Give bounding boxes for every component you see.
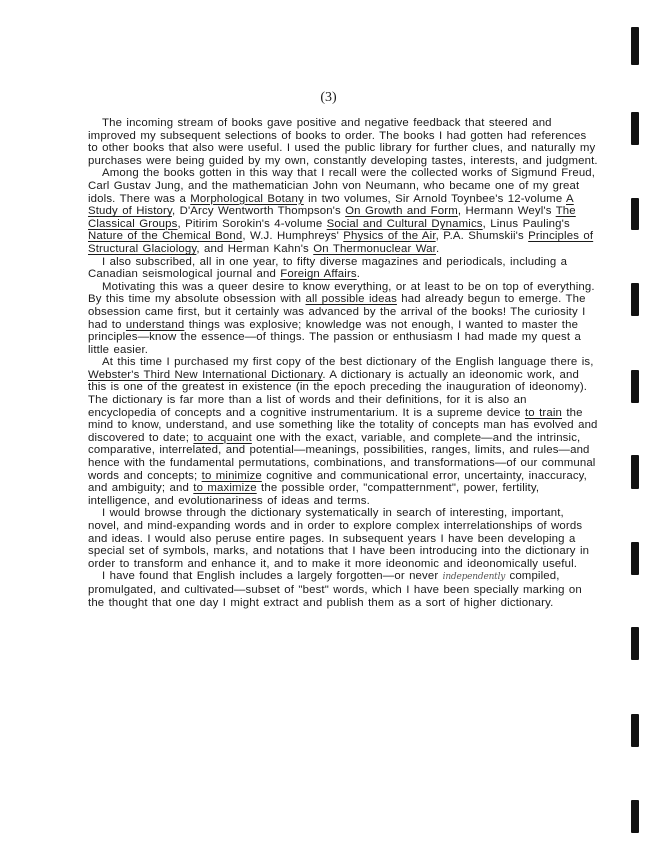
underlined-title: Webster's Third New International Dictionary — [88, 368, 323, 381]
registration-mark — [631, 627, 639, 660]
underlined-title: Principles of Structural Glaciology — [88, 230, 594, 255]
underlined-title: Physics of the Air — [343, 230, 436, 243]
page-number: (3) — [320, 90, 337, 105]
underlined-phrase: all possible ideas — [305, 293, 397, 306]
paragraph-5: At this time I purchased my first copy of the best dictionary of the English language there is, Webster's Third New International Dictionary. A dictionary is actually an ideonomic work, and this is one of the greatest in existence (in the epoch preceding the inauguration of ideonomy). The dictionary is far more than a list of words and their definitions, for it is also an encyclopedia of concepts and a cognitive instrumentarium. It is a supreme device to train the mind to know, understand, and use something like the totality of concepts man has evolved and discovered to date; to acquaint one with the exact, variable, and complete—and the intrinsic, comparative, interrelated, and potential—meanings, possibilities, ranges, limits, and rules—and hence with the fundamental permutations, combinations, and transformations—of our communal words and concepts; to minimize cognitive and communicational error, uncertainty, inaccuracy, and ambiguity; and to maximize the possible order, "compatternment", power, fertility, intelligence, and evolutionariness of ideas and terms. — [88, 356, 598, 507]
paragraph-6: I would browse through the dictionary systematically in search of interesting, important, novel, and mind-expanding words and in order to explore complex interrelationships of words and ideas. I would also peruse entire pages. In subsequent years I have been developing a special set of symbols, marks, and notations that I have been introducing into the dictionary in order to transform and enhance it, and to make it more ideonomic and ideonomically useful. — [88, 507, 590, 570]
registration-mark — [631, 714, 639, 747]
underlined-phrase: to acquaint — [193, 431, 252, 444]
underlined-phrase: to train — [524, 406, 562, 419]
paragraph-1: The incoming stream of books gave positive and negative feedback that steered and improved my subsequent selections of books to order. The books I had gotten had references to other books that also were useful. I used the public library for further clues, and naturally my purchases were being guided by my own, constantly developing tastes, interests, and judgment. — [88, 117, 598, 167]
underlined-title: On Growth and Form — [345, 205, 458, 218]
underlined-title: Morphological Botany — [190, 192, 304, 205]
underlined-phrase: to minimize — [201, 469, 262, 482]
registration-mark — [631, 112, 639, 145]
paragraph-3: I also subscribed, all in one year, to fifty diverse magazines and periodicals, including a Canadian seismological journal and Foreign Affairs. — [88, 255, 568, 281]
underlined-title: A Study of History — [88, 192, 574, 218]
registration-mark — [631, 370, 639, 403]
underlined-title: Foreign Affairs — [280, 268, 357, 281]
page-text — [88, 117, 598, 609]
underlined-title: On Thermonuclear War — [313, 242, 436, 255]
underlined-title: The Classical Groups — [88, 205, 576, 230]
registration-mark — [631, 198, 639, 230]
paragraph-4: Motivating this was a queer desire to know everything, or at least to be on top of everything. By this time my absolute obsession with all possible ideas had already begun to emerge. The obsession came first, but it certainly was advanced by the arrival of the books! The curiosity I had to understand things was explosive; knowledge was not enough, I wanted to master the principles—know the essence—of things. The passion or enthusiasm I had made my quest a little easier. — [88, 280, 595, 356]
registration-mark — [631, 27, 639, 65]
registration-mark — [631, 800, 639, 833]
underlined-title: Social and Cultural Dynamics — [326, 217, 483, 230]
registration-mark — [631, 455, 639, 489]
underlined-phrase: to maximize — [193, 482, 257, 495]
handwritten-insertion: independently — [442, 572, 506, 583]
registration-mark — [631, 542, 639, 575]
underlined-phrase: understand — [125, 318, 185, 331]
paragraph-2: Among the books gotten in this way that I recall were the collected works of Sigmund Freud, Carl Gustav Jung, and the mathematician John von Neumann, who became one of my great idols. There was a Morphological Botany in two volumes, Sir Arnold Toynbee's 12-volume A Study of History, D'Arcy Wentworth Thompson's On Growth and Form, Hermann Weyl's The Classical Groups, Pitirim Sorokin's 4-volume Social and Cultural Dynamics, Linus Pauling's Nature of the Chemical Bond, W.J. Humphreys' Physics of the Air, P.A. Shumskii's Principles of Structural Glaciology, and Herman Kahn's On Thermonuclear War. — [88, 167, 596, 255]
underlined-title: Nature of the Chemical Bond — [88, 230, 243, 243]
paragraph-7: I have found that English includes a largely forgotten—or never independently compiled, promulgated, and cultivated—subset of "best" words, which I have been specially marking on the thought that one day I might extract and publish them as a sort of higher dictionary. — [88, 570, 582, 609]
registration-mark — [631, 283, 639, 316]
